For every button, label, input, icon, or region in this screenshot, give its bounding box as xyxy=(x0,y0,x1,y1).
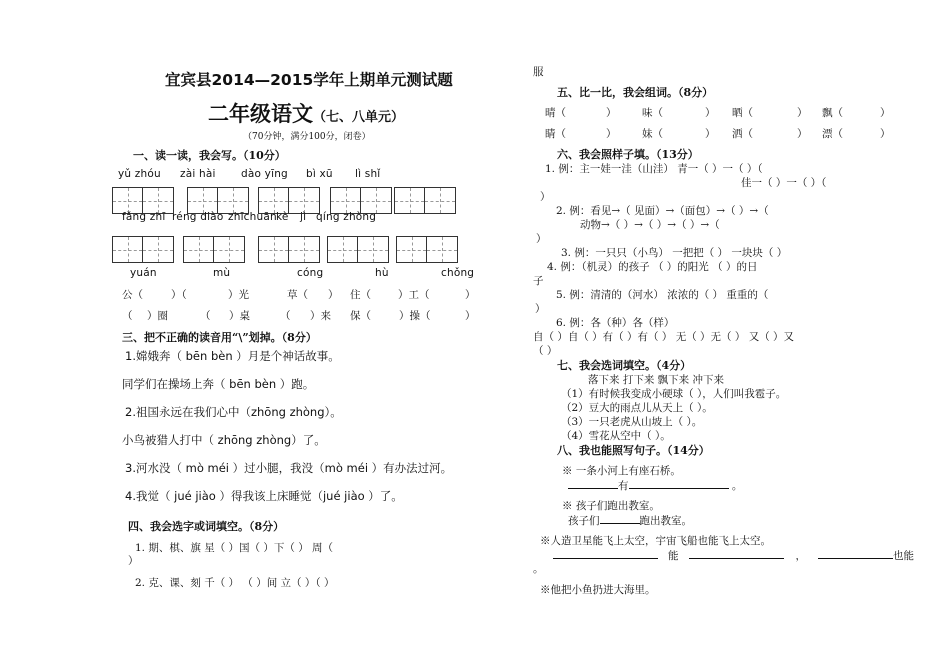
fill-text: ）工（ xyxy=(398,289,430,301)
pattern-line: 6. 例：各（种）各（样） xyxy=(556,317,675,329)
compare-word: 味（ xyxy=(642,107,663,119)
compare-word: ） xyxy=(705,128,716,140)
pronunciation-item-2b: 小鸟被猎人打中（ zhōng zhòng）了。 xyxy=(122,433,326,447)
fill-text: ）圈 xyxy=(147,310,168,322)
section1-heading: 一、读一读，我会写。（10分） xyxy=(133,149,286,162)
compare-word: ） xyxy=(705,107,716,119)
fill-text: ） xyxy=(465,289,476,301)
pattern-line: 自（ ）自（ ）有（ ）有（ ） 无（ ）无（ ） 又（ ）又 xyxy=(533,331,795,343)
comma: ， xyxy=(795,550,806,562)
compare-word: 洒（ xyxy=(732,128,753,140)
writing-grid[interactable] xyxy=(187,187,249,214)
fill-word: 能 xyxy=(668,550,679,562)
rewrite-answer-1[interactable] xyxy=(568,477,742,493)
pinyin: lì shǐ xyxy=(355,168,381,180)
compare-word: 晒（ xyxy=(732,107,753,119)
pronunciation-item-1: 1.嫦娥奔（ bēn bèn ）月是个神话故事。 xyxy=(125,349,340,363)
fill-text: （ xyxy=(280,310,291,322)
answer-blank[interactable] xyxy=(600,512,640,524)
section3-heading: 三、把不正确的读音用“\”划掉。（8分） xyxy=(122,331,317,344)
pinyin: cóng xyxy=(297,267,324,279)
pattern-line: ） xyxy=(536,233,547,245)
rewrite-answer-3-end: 。 xyxy=(533,563,544,575)
pinyin: qíng zhòng xyxy=(316,211,377,223)
writing-grid[interactable] xyxy=(396,236,458,263)
pattern-line: 子 xyxy=(533,275,544,287)
pinyin: kè xyxy=(276,211,289,223)
choice-sentence: （4）雪花从空中（ ）。 xyxy=(561,430,671,442)
subtitle-units: （七、八单元） xyxy=(313,110,405,125)
rewrite-example-1: ※ 一条小河上有座石桥。 xyxy=(562,465,681,477)
fill-word: 也能 xyxy=(893,550,914,562)
rewrite-example-2: ※ 孩子们跑出教室。 xyxy=(562,500,660,512)
pronunciation-item-1b: 同学们在操场上奔（ bēn bèn ）跑。 xyxy=(122,377,315,391)
answer-blank[interactable] xyxy=(689,547,784,559)
writing-grid[interactable] xyxy=(258,236,320,263)
pinyin: hù xyxy=(375,267,389,279)
pronunciation-item-3: 3.河水没（ mò méi ）过小腿，我没（mò méi ）有办法过河。 xyxy=(125,461,453,475)
pronunciation-item-2: 2.祖国永远在我们心中（zhōng zhòng）。 xyxy=(125,405,342,419)
fill-text: ）来 xyxy=(310,310,331,322)
fill-text: （ xyxy=(200,310,211,322)
fill-text: 保（ xyxy=(350,310,371,322)
fill-word: 孩子们 xyxy=(568,515,600,527)
answer-blank[interactable] xyxy=(553,547,658,559)
pattern-line: ） xyxy=(535,303,546,315)
pinyin: fǎng zhī xyxy=(122,211,166,223)
section7-heading: 七、我会选词填空。（4分） xyxy=(557,359,692,372)
section8-heading: 八、我也能照写句子。（14分） xyxy=(557,444,710,457)
writing-grid[interactable] xyxy=(330,187,392,214)
fill-text: ）（ xyxy=(171,289,187,301)
compare-word: 睛（ xyxy=(545,128,566,140)
pattern-line: 动物→（ ）→（ ）→（ ）→（ xyxy=(580,219,720,231)
rewrite-answer-2[interactable] xyxy=(568,512,692,528)
answer-blank[interactable] xyxy=(629,477,729,489)
compare-word: 晴（ xyxy=(545,107,566,119)
word-choices: 落下来 打下来 飘下来 冲下来 xyxy=(588,374,725,386)
fill-text: 草（ xyxy=(287,289,308,301)
fill-word: 有 xyxy=(618,480,629,492)
compare-word: 飘（ xyxy=(822,107,843,119)
pattern-line: 4. 例：（机灵）的孩子 （ ）的阳光 （ ）的日 xyxy=(547,261,758,273)
carryover-word: 服 xyxy=(533,66,544,78)
pattern-line: （ ） xyxy=(533,345,558,357)
pinyin: yuán xyxy=(130,267,157,279)
compare-word: ） xyxy=(606,107,617,119)
pattern-line: 2. 例：看见→（ 见面）→（面包）→（ ）→（ xyxy=(556,205,769,217)
pinyin: réng diào xyxy=(172,211,224,223)
pattern-line: 5. 例：清清的（河水） 浓浓的（ ） 重重的（ xyxy=(556,289,769,301)
writing-grid[interactable] xyxy=(112,187,174,214)
answer-blank[interactable] xyxy=(818,547,893,559)
fill-text: 公（ xyxy=(122,289,143,301)
writing-grid[interactable] xyxy=(394,187,456,214)
choice-sentence: （3）一只老虎从山坡上（ ）。 xyxy=(561,416,703,428)
compare-word: ） xyxy=(606,128,617,140)
pattern-line: 1. 例：主一娃一洼（山洼） 青一（ ）一（ ）（ xyxy=(545,163,763,175)
fill-text: ）光 xyxy=(228,289,249,301)
pinyin: dào yīng xyxy=(241,168,288,180)
fill-text: ） xyxy=(328,289,339,301)
pronunciation-item-4: 4.我觉（ jué jiào ）得我该上床睡觉（jué jiào ）了。 xyxy=(125,489,403,503)
fill-text: ）桌 xyxy=(229,310,250,322)
exam-subtitle xyxy=(208,98,404,128)
compare-word: 妹（ xyxy=(642,128,663,140)
section4-heading: 四、我会选字或词填空。（8分） xyxy=(128,520,285,533)
compare-word: ） xyxy=(797,128,808,140)
exam-title: 宜宾县2014—2015学年上期单元测试题 xyxy=(165,71,453,89)
fill-text: （ xyxy=(122,310,133,322)
section5-heading: 五、比一比，我会组词。（8分） xyxy=(557,86,714,99)
exam-info: （70分钟，满分100分，闭卷） xyxy=(243,132,371,142)
pinyin: mù xyxy=(213,267,231,279)
writing-grid[interactable] xyxy=(327,236,389,263)
pinyin: jì xyxy=(300,211,307,223)
char-fill-line-1: 1. 期、棋、旗 星（ ）国（ ）下（ ） 周（ xyxy=(135,542,334,554)
choice-sentence: （1）有时候我变成小硬球（ ），人们叫我雹子。 xyxy=(561,388,787,400)
fill-text: 住（ xyxy=(350,289,371,301)
writing-grid[interactable] xyxy=(112,236,174,263)
period: 。 xyxy=(728,480,743,492)
rewrite-answer-3[interactable] xyxy=(553,547,914,563)
compare-word: ） xyxy=(797,107,808,119)
pinyin: bì xū xyxy=(306,168,333,180)
pattern-line: 佳一（ ）一（ ）（ xyxy=(741,177,827,189)
compare-word: ） xyxy=(880,128,891,140)
compare-word: 漂（ xyxy=(822,128,843,140)
rewrite-example-3: ※人造卫星能飞上太空，宇宙飞船也能飞上太空。 xyxy=(540,535,771,547)
pinyin: zhīchuān xyxy=(228,211,277,223)
section6-heading: 六、我会照样子填。（13分） xyxy=(557,148,699,161)
rewrite-example-4: ※他把小鱼扔进大海里。 xyxy=(540,584,656,596)
subtitle-grade: 二年级语文 xyxy=(208,101,313,126)
fill-word: 跑出教室。 xyxy=(639,515,692,527)
writing-grid[interactable] xyxy=(183,236,245,263)
pattern-line: 3. 例：一只只（小鸟） 一把把（ ） 一块块（ ） xyxy=(561,247,788,259)
writing-grid[interactable] xyxy=(258,187,320,214)
char-fill-line-1b: ） xyxy=(128,555,139,567)
compare-word: ） xyxy=(880,107,891,119)
fill-text: ） xyxy=(465,310,476,322)
fill-text: ）操（ xyxy=(399,310,431,322)
pattern-line: ） xyxy=(540,191,551,203)
char-fill-line-2: 2. 克、课、刻 千（ ） （ ）间 立（ ）（ ） xyxy=(135,577,335,589)
pinyin: zài hài xyxy=(180,168,216,180)
answer-blank[interactable] xyxy=(568,477,618,489)
choice-sentence: （2）豆大的雨点儿从天上（ ）。 xyxy=(561,402,713,414)
pinyin: yǔ zhóu xyxy=(118,168,161,180)
pinyin: chǒng xyxy=(441,267,475,279)
